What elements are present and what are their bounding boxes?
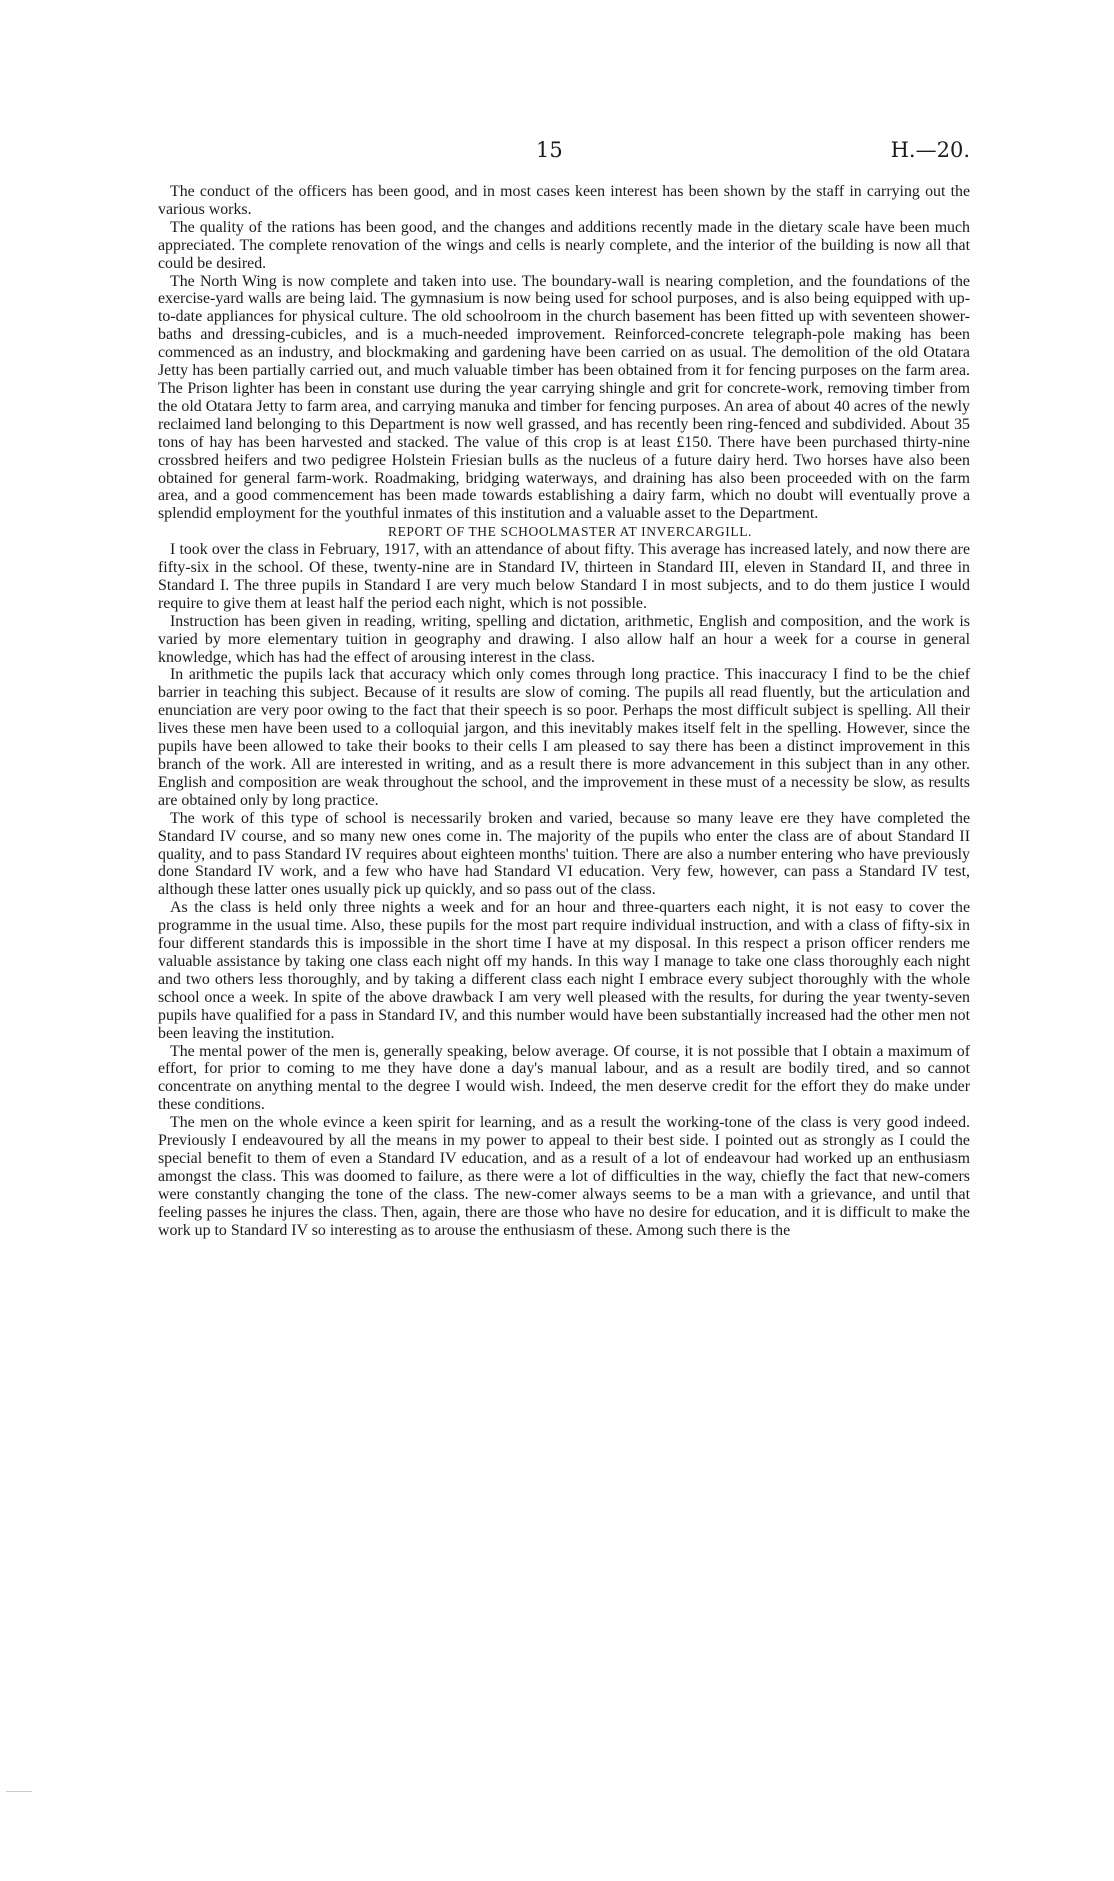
paragraph-school-work-type: The work of this type of school is necessarily broken and varied, because so many leave ere they have completed the Standard IV course, and so many new ones come in. The majority of the pupils who enter the class are of about Standard II quality, and to pass Standard IV requires about eighteen months' tuition. There are also a number entering who have previously done Standard IV work, and a few who have had Standard VI education. Very few, however, can pass a Standard IV test, although these latter ones usually pick up quickly, and so pass out of the class.: [158, 809, 970, 899]
paragraph-officers-conduct: The conduct of the officers has been good, and in most cases keen interest has been shown by the staff in carrying out the various works.: [158, 183, 970, 218]
paragraph-arithmetic-spelling: In arithmetic the pupils lack that accuracy which only comes through long practice. This inaccuracy I find to be the chief barrier in teaching this subject. Because of it results are slow of coming. The pupils all read fluently, but the articulation and enunciation are very poor owing to the fact that their speech is so poor. Perhaps the most difficult subject is spelling. All their lives these men have been used to a colloquial jargon, and this inevitably makes itself felt in the spelling. However, since the pupils have been allowed to take their books to their cells I am pleased to say there has been a distinct improvement in this branch of the work. All are interested in writing, and as a result there is more advancement in this subject than in any other. English and composition are weak throughout the school, and the improvement in these must of a necessity be slow, as results are obtained only by long practice.: [158, 666, 970, 809]
paragraph-class-attendance: I took over the class in February, 1917, with an attendance of about fifty. This average has increased lately, and now there are fifty-six in the school. Of these, twenty-nine are in Standard IV, thirteen in Standard III, eleven in Standard II, and three in Standard I. The three pupils in Standard I are very much below Standard I in most subjects, and to do them justice I would require to give them at least half the period each night, which is not possible.: [158, 541, 970, 612]
paragraph-works-progress: The North Wing is now complete and taken into use. The boundary-wall is nearing completion, and the foundations of the exercise-yard walls are being laid. The gymnasium is now being used for school purposes, and is also being equipped with up-to-date appliances for physical culture. The old schoolroom in the church basement has been fitted up with seventeen shower-baths and dressing-cubicles, and is a much-needed improvement. Reinforced-concrete telegraph-pole making has been commenced as an industry, and blockmaking and gardening have been carried on as usual. The demolition of the old Otatara Jetty has been partially carried out, and much valuable timber has been obtained from it for fencing purposes on the farm area. The Prison lighter has been in constant use during the year carrying shingle and grit for concrete-work, removing timber from the old Otatara Jetty to farm area, and carrying manuka and timber for fencing purposes. An area of about 40 acres of the newly reclaimed land belonging to this Department is now well grassed, and has recently been ring-fenced and subdivided. About 35 tons of hay has been harvested and stacked. The value of this crop is at least £150. There have been purchased thirty-nine crossbred heifers and two pedigree Holstein Friesian bulls as the nucleus of a future dairy herd. Two horses have also been obtained for general farm-work. Roadmaking, bridging waterways, and draining has also been proceeded with on the farm area, and a good commencement has been made towards establishing a dairy farm, which no doubt will eventually prove a splendid employment for the youthful inmates of this institution and a valuable asset to the Department.: [158, 272, 970, 523]
document-reference: H.—20.: [890, 138, 970, 162]
paragraph-class-schedule: As the class is held only three nights a week and for an hour and three-quarters each night, it is not easy to cover the programme in the usual time. Also, these pupils for the most part require individual instruction, and with a class of fifty-six in four different standards this is impossible in the short time I have at my disposal. In this respect a prison officer renders me valuable assistance by taking one class each night off my hands. In this way I manage to take one class thoroughly each night and two others less thoroughly, and by taking a different class each night I embrace every subject thoroughly with the whole school once a week. In spite of the above drawback I am very well pleased with the results, for during the year twenty-seven pupils have qualified for a pass in Standard IV, and this number would have been substantially increased had the other men not been leaving the institution.: [158, 899, 970, 1042]
paragraph-instruction: Instruction has been given in reading, writing, spelling and dictation, arithmetic, English and composition, and the work is varied by more elementary tuition in geography and drawing. I also allow half an hour a week for a course in general knowledge, which has had the effect of arousing interest in the class.: [158, 612, 970, 666]
paragraph-working-tone: The men on the whole evince a keen spirit for learning, and as a result the working-tone of the class is very good indeed. Previously I endeavoured by all the means in my power to appeal to their best side. I pointed out as strongly as I could the special benefit to them of even a Standard IV education, and as a result of a lot of endeavour had worked up an enthusiasm amongst the class. This was doomed to failure, as there were a lot of difficulties in the way, chiefly the fact that new-comers were constantly changing the tone of the class. The new-comer always seems to be a man with a grievance, and until that feeling passes he injures the class. Then, again, there are those who have no desire for education, and it is difficult to make the work up to Standard IV so interesting as to arouse the enthusiasm of these. Among such there is the: [158, 1114, 970, 1239]
page-body: [158, 183, 970, 1239]
page-number: 15: [536, 138, 563, 162]
page-header: [158, 138, 970, 168]
scan-margin-mark: [6, 1791, 32, 1792]
paragraph-mental-power: The mental power of the men is, generally speaking, below average. Of course, it is not possible that I obtain a maximum of effort, for prior to coming to me they have done a day's manual labour, and as a result are bodily tired, and so cannot concentrate on anything mental to the degree I would wish. Indeed, the men deserve credit for the effort they do make under these conditions.: [158, 1042, 970, 1114]
paragraph-rations: The quality of the rations has been good, and the changes and additions recently made in the dietary scale have been much appreciated. The complete renovation of the wings and cells is nearly complete, and the interior of the building is now all that could be desired.: [158, 218, 970, 272]
section-heading-schoolmaster-report: REPORT OF THE SCHOOLMASTER AT INVERCARGILL.: [387, 524, 753, 540]
